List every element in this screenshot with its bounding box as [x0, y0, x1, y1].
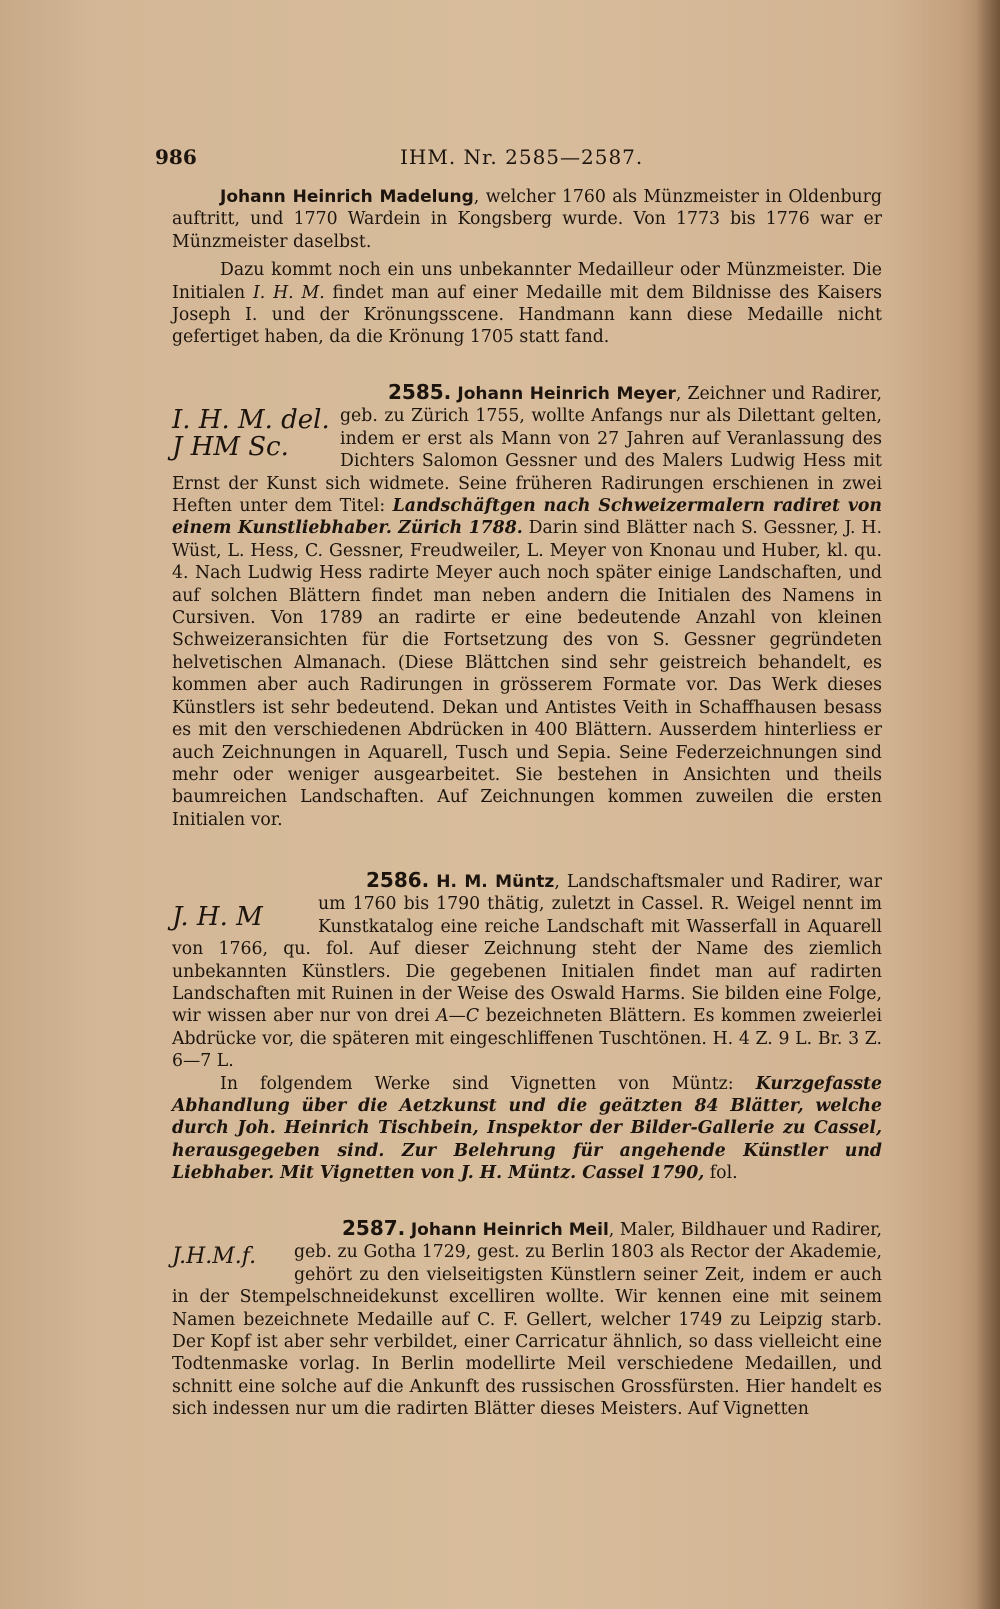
entry-2586-title: Kurzgefasste Abhandlung über die Aetzkunst und die geätzten 84 Blätter, welche durch Joh. Heinrich Tischbein, Inspektor der Bilder-Gallerie zu Cassel, herausgegeben sind. Zur Belehrung für angehende Künstler und Liebhaber. Mit Vignetten von J. H. Müntz. Cassel 1790,	[172, 1073, 882, 1184]
entry-2587-paragraph: 2587. Johann Heinrich Meil, Maler, Bildhauer und Radirer, geb. zu Gotha 1729, gest. zu Berlin 1803 als Rector der Akademie, gehört zu den vielseitigsten Künstlern seiner Zeit, indem er auch in der Stempelschneidekunst excelliren wollte. Wir kennen eine mit seinem Namen bezeichnete Medaille auf C. F. Gellert, welcher 1749 zu Leipzig starb. Der Kopf ist aber sehr verbildet, einer Carricatur ähnlich, so dass vielleicht eine Todtenmaske vorlag. In Berlin modellirte Meil verschiedene Medaillen, und schnitt eine solche auf die Ankunft des russischen Grossfürsten. Hier handelt es sich indessen nur um die radirten Blätter dieses Meisters. Auf Vignetten	[172, 1216, 882, 1420]
page-edge-shadow	[976, 0, 1000, 1609]
running-title: IHM. Nr. 2585—2587.	[400, 145, 644, 169]
monogram-spacer-top	[172, 381, 173, 403]
madelung-name: Johann Heinrich Madelung	[220, 187, 474, 207]
entry-2585-title: Landschäftgen nach Schweizermalern radiret von einem Kunstliebhaber. Zürich 1788.	[172, 496, 882, 539]
madelung-paragraph-1: Johann Heinrich Madelung, welcher 1760 als Münzmeister in Oldenburg auftritt, und 1770 Wardein in Kongsberg wurde. Von 1773 bis 1776 war er Münzmeister daselbst.	[172, 187, 882, 252]
monogram-spacer-top	[172, 1217, 173, 1239]
monogram-2587: J.H.M.f.	[172, 1244, 257, 1269]
entry-name-2587: Johann Heinrich Meil	[410, 1220, 609, 1240]
entry-2586-paragraph-1: 2586. H. M. Müntz, Landschaftsmaler und Radirer, war um 1760 bis 1790 thätig, zuletzt in Cassel. R. Weigel nennt im Kunstkatalog eine reiche Landschaft mit Wasserfall in Aquarell von 1766, qu. fol. Auf dieser Zeichnung steht der Name des ziemlich unbekannten Künstlers. Die gegebenen Initialen findet man auf radirten Landschaften mit Ruinen in der Weise des Oswald Harms. Sie bilden eine Folge, wir wissen aber nur von drei A—C bezeichneten Blättern. Es kommen zweierlei Abdrücke vor, die späteren mit eingeschliffenen Tuschtönen. H. 4 Z. 9 L. Br. 3 Z. 6—7 L.	[172, 868, 882, 1072]
entry-2586-paragraph-2: In folgendem Werke sind Vignetten von Müntz: Kurzgefasste Abhandlung über die Aetzkunst und die geätzten 84 Blätter, welche durch Joh. Heinrich Tischbein, Inspektor der Bilder-Gallerie zu Cassel, herausgegeben sind. Zur Belehrung für angehende Künstler und Liebhaber. Mit Vignetten von J. H. Müntz. Cassel 1790, fol.	[172, 1073, 882, 1184]
page-header	[155, 145, 880, 175]
entry-number-2585: 2585.	[388, 380, 452, 404]
page-number: 986	[155, 145, 197, 169]
monogram-2586: J. H. M	[172, 902, 263, 932]
entry-number-2586: 2586.	[366, 868, 430, 892]
entry-name-2585: Johann Heinrich Meyer	[457, 384, 676, 404]
entry-number-2587: 2587.	[342, 1216, 406, 1240]
monogram-2585-line-2: J HM Sc.	[172, 432, 289, 462]
entry-name-2586: H. M. Müntz	[436, 872, 555, 892]
madelung-paragraph-2: Dazu kommt noch ein uns unbekannter Medailleur oder Münzmeister. Die Initialen I. H. M. findet man auf einer Medaille mit dem Bildnisse des Kaisers Joseph I. und der Krönungsscene. Handmann kann diese Medaille nicht gefertiget haben, da die Krönung 1705 statt fand.	[172, 260, 882, 348]
monogram-2585-line-1: I. H. M. del.	[172, 405, 330, 435]
monogram-spacer-top	[172, 869, 173, 891]
entry-2585-paragraph: 2585. Johann Heinrich Meyer, Zeichner und Radirer, geb. zu Zürich 1755, wollte Anfangs nur als Dilettant gelten, indem er erst als Mann von 27 Jahren auf Veranlassung des Dichters Salomon Gessner und des Malers Ludwig Hess mit Ernst der Kunst sich widmete. Seine früheren Radirungen erschienen in zwei Heften unter dem Titel: Landschäftgen nach Schweizermalern radiret von einem Kunstliebhaber. Zürich 1788. Darin sind Blätter nach S. Gessner, J. H. Wüst, L. Hess, C. Gessner, Freudweiler, L. Meyer von Knonau und Huber, kl. qu. 4. Nach Ludwig Hess radirte Meyer auch noch später einige Landschaften, und auf solchen Blättern findet man neben andern die Initialen des Namens in Cursiven. Von 1789 an radirte er eine bedeutende Anzahl von kleinen Schweizeransichten für die Fortsetzung des von S. Gessner gegründeten helvetischen Almanach. (Diese Blättchen sind sehr geistreich behandelt, es kommen aber auch Radirungen in grösserem Formate vor. Das Werk dieses Künstlers ist sehr bedeutend. Dekan und Antistes Veith in Schaffhausen besass es mit den verschiedenen Abdrücken in 400 Blättern. Ausserdem hinterliess er auch Zeichnungen in Aquarell, Tusch und Sepia. Seine Federzeichnungen sind mehr oder weniger ausgearbeitet. Sie bestehen in Ansichten und theils baumreichen Landschaften. Auf Zeichnungen kommen zuweilen die ersten Initialen vor.	[172, 380, 882, 830]
monogram-2585	[172, 405, 382, 462]
madelung-section	[172, 186, 882, 349]
